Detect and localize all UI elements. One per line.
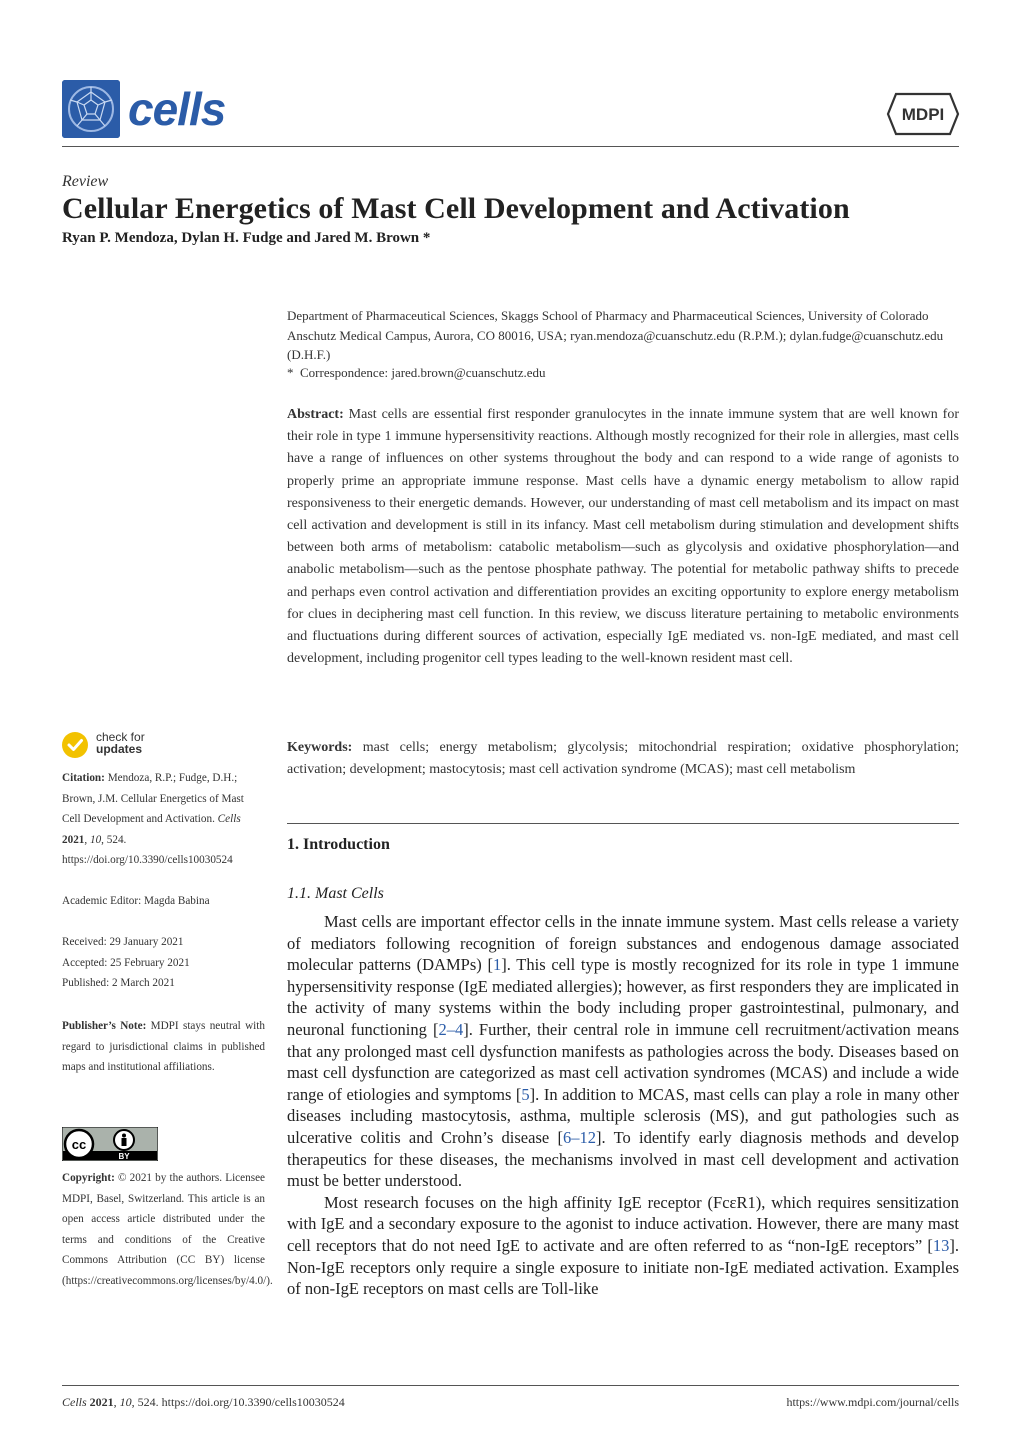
- citation-volume: 10: [89, 833, 102, 846]
- citation-doi: 524. https://doi.org/10.3390/cells10030524: [62, 833, 233, 866]
- paragraph-text: Mast cells are important effector cells in the innate immune system. Mast cells release a variety of mediators following recognition of foreign substances and endogenous damage associated molecular patterns (DAMPs) [: [287, 912, 959, 975]
- paragraph-text: ]. To identify early diagnosis methods and develop therapeutics for these diseases, the mechanisms involved in mast cell development and activation must be better understood.: [287, 1127, 959, 1191]
- copyright-text: © 2021 by the authors. Licensee MDPI, Basel, Switzerland. This article is an open access article distributed under the terms and conditions of the Creative Commons Attribution (CC BY) license (https://creativecommons.org/licenses/by/4.0/).: [62, 1172, 273, 1287]
- publisher-note-label: Publisher’s Note:: [62, 1020, 147, 1032]
- published-date: Published: 2 March 2021: [62, 977, 175, 989]
- publisher-name: MDPI: [901, 105, 945, 124]
- svg-text:cc: cc: [71, 1137, 87, 1152]
- reference-link[interactable]: 6–12: [562, 1127, 596, 1147]
- publisher-note-text: MDPI stays neutral with regard to jurisdictional claims in published maps and institutional affiliations.: [62, 1020, 265, 1073]
- publisher-note: [62, 1016, 265, 1078]
- reference-link[interactable]: 2–4: [438, 1019, 464, 1039]
- copyright-label: Copyright:: [62, 1172, 115, 1184]
- body-text: [287, 911, 959, 1300]
- abstract: [287, 404, 959, 670]
- academic-editor: Academic Editor: Magda Babina: [62, 895, 210, 907]
- correspondence: [287, 363, 959, 383]
- abstract-divider: [287, 823, 959, 824]
- keywords-label: Keywords:: [287, 740, 353, 755]
- header-divider: [62, 146, 959, 147]
- article-type: Review: [62, 173, 109, 190]
- citation-label: Citation:: [62, 772, 105, 784]
- mdpi-logo-icon[interactable]: [886, 92, 960, 136]
- abstract-label: Abstract:: [287, 407, 344, 422]
- subsection-heading: 1.1. Mast Cells: [287, 885, 384, 902]
- journal-logo-icon[interactable]: [62, 80, 120, 138]
- paragraph-text: ]. In addition to MCAS, mast cells can play a role in many other diseases including mastocytosis, asthma, multiple sclerosis (MS), and gut pathologies such as ulcerative colitis and Crohn’s disease [: [287, 1084, 959, 1147]
- check-for-updates-button[interactable]: [62, 730, 212, 760]
- cc-by-license-icon[interactable]: [62, 1127, 158, 1161]
- copyright: [62, 1168, 273, 1291]
- paragraph: [287, 1192, 959, 1300]
- reference-link[interactable]: 1: [492, 955, 502, 975]
- paragraph-text: ]. Further, their central role in immune cell recruitment/activation means that any prolonged mast cell dysfunction manifests as pathologies across the body. Diseases based on mast cell dysfunction are categorized as mast cell activation syndromes (MCAS) and include a wide range of etiologies and symptoms [: [287, 1019, 959, 1104]
- citation-journal: Cells: [217, 813, 241, 825]
- footer-journal: Cells: [62, 1395, 87, 1409]
- citation-text: Mendoza, R.P.; Fudge, D.H.; Brown, J.M. Cellular Energetics of Mast Cell Development and Activation.: [62, 772, 244, 825]
- footer-doi: 524. https://doi.org/10.3390/cells10030524: [137, 1395, 345, 1409]
- accepted-date: Accepted: 25 February 2021: [62, 956, 190, 969]
- footer-year: 2021: [89, 1395, 114, 1409]
- publication-dates: [62, 932, 265, 994]
- footer-citation: Cells 2021, 10, 524. https://doi.org/10.3390/cells10030524: [62, 1395, 345, 1409]
- journal-url-link[interactable]: https://www.mdpi.com/journal/cells: [786, 1395, 959, 1409]
- article-title: Cellular Energetics of Mast Cell Development and Activation: [62, 192, 850, 225]
- reference-link[interactable]: 13: [932, 1235, 950, 1255]
- affiliation: Department of Pharmaceutical Sciences, Skaggs School of Pharmacy and Pharmaceutical Sciences, University of Colorado Anschutz Medical Campus, Aurora, CO 80016, USA; ryan.mendoza@cuanschutz.edu (R.P.M.); dylan.fudge@cuanschutz.edu (D.H.F.): [287, 308, 944, 362]
- received-date: Received: 29 January 2021: [62, 936, 184, 948]
- journal-name[interactable]: cells: [128, 83, 226, 135]
- checkmark-icon: [62, 732, 88, 758]
- keywords: [287, 737, 959, 781]
- footer-volume: 10: [119, 1395, 132, 1409]
- cc-by-text: BY: [118, 1152, 130, 1161]
- paragraph-text: ]. This cell type is mostly recognized for its role in type 1 immune hypersensitivity response (IgE mediated allergies); however, as first responders they are implicated in the activity of many systems within the body including proper gastrointestinal, pulmonary, and neuronal functioning [: [287, 955, 959, 1039]
- abstract-text: Mast cells are essential first responder granulocytes in the innate immune system that are well known for their role in type 1 immune hypersensitivity reactions. Although mostly recognized for their role in allergies, mast cells have a range of influences on other systems throughout the body and can respond to a wide range of agonists to properly prime an appropriate immune response. Mast cells have a dynamic energy metabolism to allow rapid responsiveness to their energetic demands. However, our understanding of mast cell metabolism and its impact on mast cell activation and development is still in its infancy. Mast cell metabolism during stimulation and development shifts between both arms of metabolism: catabolic metabolism—such as glycolysis and oxidative phosphorylation—and anabolic metabolism—such as the pentose phosphate pathway. The potential for metabolic pathway shifts to precede and perhaps even control activation and differentiation provides an exciting opportunity to explore energy metabolism for clues in deciphering mast cell function. In this review, we discuss literature pertaining to metabolic environments and fluctuations during different sources of activation, especially IgE mediated vs. non-IgE mediated, and mast cell development, including progenitor cell types leading to the well-known resident mast cell.: [287, 407, 959, 667]
- footer-divider: [62, 1385, 959, 1386]
- citation: Citation: Mendoza, R.P.; Fudge, D.H.; Brown, J.M. Cellular Energetics of Mast Cell Development and Activation. Cells 2021, 10, 524. https://doi.org/10.3390/cells10030524: [62, 772, 244, 866]
- paragraph-text: ]. Non-IgE receptors only require a single exposure to initiate non-IgE mediated activation. Examples of non-IgE receptors on mast cells are Toll-like: [287, 1235, 959, 1299]
- keywords-text: mast cells; energy metabolism; glycolysis; mitochondrial respiration; oxidative phosphorylation; activation; development; mastocytosis; mast cell activation syndrome (MCAS); mast cell metabolism: [287, 740, 960, 778]
- section-heading: 1. Introduction: [287, 836, 390, 853]
- updates-label: updates: [96, 742, 143, 756]
- reference-link[interactable]: 5: [521, 1084, 530, 1104]
- author-list: Ryan P. Mendoza, Dylan H. Fudge and Jared M. Brown *: [62, 230, 431, 246]
- correspondence-text: Correspondence: jared.brown@cuanschutz.edu: [300, 365, 546, 380]
- correspondence-marker: *: [287, 365, 294, 380]
- paragraph: [287, 911, 959, 1192]
- paragraph-text: Most research focuses on the high affinity IgE receptor (FcεR1), which requires sensitization with IgE and a secondary exposure to the agonist to induce activation. However, there are many mast cell receptors that do not need IgE to activate and are often referred to as “non-IgE receptors” [: [287, 1192, 959, 1255]
- check-for-label: check for: [96, 730, 145, 744]
- citation-year: 2021: [62, 833, 85, 846]
